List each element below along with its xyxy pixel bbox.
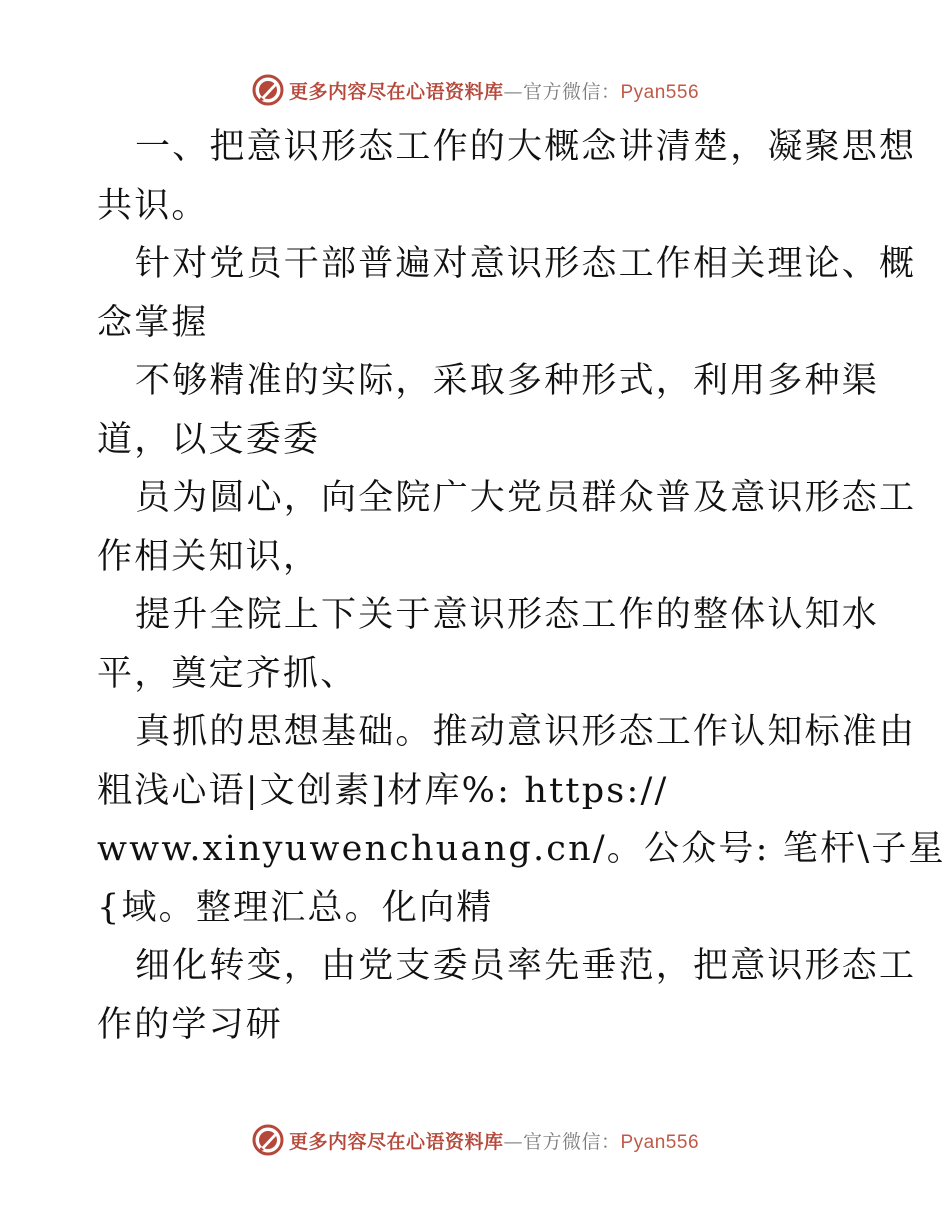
header-banner	[0, 70, 950, 110]
text-line: 念掌握	[97, 302, 209, 343]
text-line: 细化转变，由党支委员率先垂范，把意识形态工	[135, 946, 917, 986]
footer-dash: —	[503, 1130, 523, 1153]
text-line: 针对党员干部普遍对意识形态工作相关理论、概	[135, 244, 917, 284]
text-line: 道，以支委委	[97, 419, 321, 460]
text-line: 粗浅心语|文创素]材库%: https://	[97, 770, 669, 811]
pen-nib-logo-icon	[251, 1123, 285, 1157]
header-site-name: 更多内容尽在心语资料库	[288, 80, 504, 103]
text-line: 共识。	[97, 185, 209, 226]
text-line: 一、把意识形态工作的大概念讲清楚，凝聚思想	[135, 127, 917, 167]
text-line: 作的学习研	[97, 1004, 284, 1045]
header-wechat-id: Pyan556	[620, 81, 700, 103]
footer-banner-text	[289, 1127, 699, 1154]
text-line: 提升全院上下关于意识形态工作的整体认知水	[135, 595, 880, 635]
text-line: {域。整理汇总。化向精	[97, 887, 494, 928]
header-banner-text	[289, 77, 699, 104]
text-line: 平，奠定齐抓、	[97, 653, 358, 694]
footer-wechat-label: 官方微信：	[522, 1130, 621, 1153]
footer-site-name: 更多内容尽在心语资料库	[288, 1130, 504, 1153]
text-line: 真抓的思想基础。推动意识形态工作认知标准由	[135, 712, 917, 752]
header-wechat-label: 官方微信：	[522, 80, 621, 103]
footer-banner	[0, 1120, 950, 1160]
text-line: 作相关知识，	[97, 536, 321, 577]
document-body	[97, 118, 946, 1054]
footer-wechat-id: Pyan556	[620, 1131, 700, 1153]
header-dash: —	[503, 80, 523, 103]
text-line: 不够精准的实际，采取多种形式，利用多种渠	[135, 361, 880, 401]
text-line: 员为圆心，向全院广大党员群众普及意识形态工	[135, 478, 917, 518]
text-line: www.xinyuwenchuang.cn/。公众号: 笔杆\子星	[97, 829, 946, 869]
pen-nib-logo-icon	[251, 73, 285, 107]
